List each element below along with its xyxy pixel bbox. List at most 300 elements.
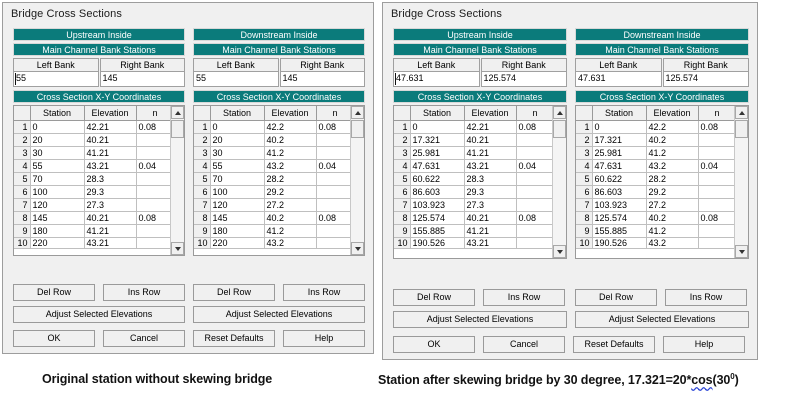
cell-elevation[interactable]: 41.21 xyxy=(84,146,136,159)
cell-index: 10 xyxy=(194,237,210,248)
table-row[interactable] xyxy=(14,120,185,133)
table-row[interactable] xyxy=(14,172,185,185)
scroll-up-arrow-icon[interactable] xyxy=(735,106,748,119)
col-index xyxy=(194,106,210,120)
del-row-button-downstream[interactable]: Del Row xyxy=(193,284,275,301)
cell-index: 3 xyxy=(394,146,410,159)
col-n: n xyxy=(698,106,736,120)
table-row[interactable] xyxy=(194,172,365,185)
cell-n[interactable]: 0.04 xyxy=(698,159,736,172)
cell-elevation[interactable]: 27.2 xyxy=(646,198,698,211)
cell-station[interactable]: 120 xyxy=(30,198,84,211)
cell-n[interactable] xyxy=(316,185,354,198)
cell-index: 5 xyxy=(14,172,30,185)
adjust-wrap-upstream xyxy=(393,311,567,328)
scroll-down-arrow-icon[interactable] xyxy=(735,245,748,258)
bank-stations-header: Main Channel Bank Stations xyxy=(13,43,185,56)
cell-n[interactable] xyxy=(698,133,736,146)
adjust-wrap-downstream xyxy=(193,306,365,323)
left-bank-label: Left Bank xyxy=(13,58,99,72)
cell-station[interactable]: 180 xyxy=(30,224,84,237)
right-bank-label: Right Bank xyxy=(663,58,750,72)
left-bank-label: Left Bank xyxy=(193,58,279,72)
cell-station[interactable]: 220 xyxy=(210,237,264,248)
table-row[interactable] xyxy=(394,198,567,211)
coords-table xyxy=(194,106,365,249)
cell-index: 6 xyxy=(576,185,592,198)
ins-row-button-upstream[interactable]: Ins Row xyxy=(483,289,565,306)
table-row[interactable] xyxy=(194,133,365,146)
cell-station[interactable]: 86.603 xyxy=(410,185,464,198)
cell-elevation[interactable]: 29.2 xyxy=(264,185,316,198)
adjust-selected-elevations-button-downstream[interactable]: Adjust Selected Elevations xyxy=(193,306,365,323)
adjust-wrap-downstream xyxy=(575,311,749,328)
cell-elevation[interactable]: 40.2 xyxy=(264,133,316,146)
cell-index: 1 xyxy=(394,120,410,133)
cell-n[interactable] xyxy=(698,237,736,248)
cross-section-grid[interactable] xyxy=(13,105,185,256)
cell-index: 2 xyxy=(576,133,592,146)
table-row[interactable] xyxy=(576,159,749,172)
cell-n[interactable] xyxy=(516,237,554,248)
cell-elevation[interactable]: 43.2 xyxy=(264,159,316,172)
cell-elevation[interactable]: 29.3 xyxy=(464,185,516,198)
cell-index: 6 xyxy=(394,185,410,198)
col-index xyxy=(394,106,410,120)
cell-index: 4 xyxy=(14,159,30,172)
cell-index: 7 xyxy=(576,198,592,211)
cell-elevation[interactable]: 42.21 xyxy=(464,120,516,133)
right-bank-label: Right Bank xyxy=(280,58,366,72)
adjust-selected-elevations-button-downstream[interactable]: Adjust Selected Elevations xyxy=(575,311,749,328)
cell-n[interactable] xyxy=(136,224,174,237)
cell-index: 8 xyxy=(14,211,30,224)
cell-n[interactable] xyxy=(698,172,736,185)
cell-station[interactable]: 30 xyxy=(210,146,264,159)
cell-index: 8 xyxy=(576,211,592,224)
table-row[interactable] xyxy=(394,120,567,133)
cell-index: 7 xyxy=(194,198,210,211)
cell-station[interactable]: 70 xyxy=(30,172,84,185)
cell-station[interactable]: 25.981 xyxy=(592,146,646,159)
cell-station[interactable]: 0 xyxy=(30,120,84,133)
cell-station[interactable]: 70 xyxy=(210,172,264,185)
table-row[interactable] xyxy=(576,133,749,146)
cell-index: 4 xyxy=(394,159,410,172)
cell-n[interactable]: 0.08 xyxy=(516,120,554,133)
table-row[interactable] xyxy=(194,146,365,159)
table-row[interactable] xyxy=(194,159,365,172)
row-actions-downstream xyxy=(193,284,365,301)
table-row[interactable] xyxy=(394,133,567,146)
bank-labels-row xyxy=(13,58,185,72)
scroll-up-arrow-icon[interactable] xyxy=(351,106,364,119)
cell-elevation[interactable]: 43.2 xyxy=(264,237,316,248)
cell-n[interactable] xyxy=(316,133,354,146)
cell-station[interactable]: 55 xyxy=(30,159,84,172)
right-bank-input[interactable]: 125.574 xyxy=(481,72,568,87)
cell-station[interactable]: 100 xyxy=(30,185,84,198)
cell-elevation[interactable]: 40.21 xyxy=(464,133,516,146)
cell-elevation[interactable]: 29.2 xyxy=(646,185,698,198)
caption-skewed xyxy=(378,372,739,387)
cell-station[interactable]: 190.526 xyxy=(410,237,464,248)
cell-n[interactable] xyxy=(698,198,736,211)
right-bank-input[interactable]: 145 xyxy=(100,72,186,87)
panel-header-downstream: Downstream Inside xyxy=(575,28,749,41)
cell-elevation[interactable]: 43.2 xyxy=(646,237,698,248)
cell-n[interactable]: 0.08 xyxy=(316,120,354,133)
cell-elevation[interactable]: 41.2 xyxy=(264,224,316,237)
table-row[interactable] xyxy=(194,198,365,211)
scrollbar-thumb[interactable] xyxy=(735,120,748,138)
cell-n[interactable] xyxy=(316,237,354,248)
table-row[interactable] xyxy=(394,185,567,198)
cell-index: 9 xyxy=(576,224,592,237)
cell-station[interactable]: 190.526 xyxy=(592,237,646,248)
left-bank-input[interactable]: 47.631 xyxy=(575,72,662,87)
col-elevation: Elevation xyxy=(264,106,316,120)
ok-button[interactable]: OK xyxy=(13,330,95,347)
cell-n[interactable] xyxy=(136,133,174,146)
table-row[interactable] xyxy=(14,146,185,159)
cell-elevation[interactable]: 42.21 xyxy=(84,120,136,133)
adjust-selected-elevations-button-upstream[interactable]: Adjust Selected Elevations xyxy=(13,306,185,323)
cell-station[interactable]: 47.631 xyxy=(592,159,646,172)
cell-n[interactable] xyxy=(316,224,354,237)
row-actions-downstream xyxy=(575,289,747,306)
table-row[interactable] xyxy=(14,237,185,248)
cell-n[interactable]: 0.08 xyxy=(698,120,736,133)
cell-station[interactable]: 103.923 xyxy=(592,198,646,211)
scroll-down-arrow-icon[interactable] xyxy=(171,242,184,255)
coords-table xyxy=(394,106,567,249)
cell-index: 5 xyxy=(194,172,210,185)
cell-station[interactable]: 155.885 xyxy=(592,224,646,237)
cell-station[interactable]: 103.923 xyxy=(410,198,464,211)
cell-n[interactable] xyxy=(316,172,354,185)
ins-row-button-upstream[interactable]: Ins Row xyxy=(103,284,185,301)
right-bank-label: Right Bank xyxy=(100,58,186,72)
cell-n[interactable] xyxy=(136,198,174,211)
cell-station[interactable]: 155.885 xyxy=(410,224,464,237)
coords-table xyxy=(14,106,185,249)
cell-index: 9 xyxy=(394,224,410,237)
cell-station[interactable]: 60.622 xyxy=(410,172,464,185)
cell-station[interactable]: 20 xyxy=(210,133,264,146)
grid-scrollbar[interactable] xyxy=(734,106,748,258)
scroll-up-arrow-icon[interactable] xyxy=(553,106,566,119)
cell-n[interactable] xyxy=(316,146,354,159)
cell-n[interactable] xyxy=(136,146,174,159)
cell-elevation[interactable]: 42.2 xyxy=(646,120,698,133)
cell-elevation[interactable]: 28.3 xyxy=(464,172,516,185)
left-bank-input[interactable]: 55 xyxy=(193,72,279,87)
cell-n[interactable] xyxy=(516,146,554,159)
scroll-up-arrow-icon[interactable] xyxy=(171,106,184,119)
table-row[interactable] xyxy=(576,237,749,248)
table-row[interactable] xyxy=(394,146,567,159)
bridge-cross-sections-dialog-skewed xyxy=(382,2,758,360)
del-row-button-upstream[interactable]: Del Row xyxy=(393,289,475,306)
cell-elevation[interactable]: 28.2 xyxy=(264,172,316,185)
cell-elevation[interactable]: 27.3 xyxy=(464,198,516,211)
cell-station[interactable]: 180 xyxy=(210,224,264,237)
table-row[interactable] xyxy=(194,211,365,224)
cell-n[interactable]: 0.08 xyxy=(136,120,174,133)
table-header-row xyxy=(576,106,749,120)
cell-index: 2 xyxy=(14,133,30,146)
dialog-title: Bridge Cross Sections xyxy=(391,8,502,20)
cell-elevation[interactable]: 41.2 xyxy=(646,146,698,159)
cross-section-grid[interactable] xyxy=(575,105,749,259)
cell-station[interactable]: 100 xyxy=(210,185,264,198)
row-actions-upstream xyxy=(13,284,185,301)
cell-elevation[interactable]: 41.2 xyxy=(264,146,316,159)
cell-station[interactable]: 125.574 xyxy=(410,211,464,224)
cell-station[interactable]: 17.321 xyxy=(410,133,464,146)
cell-station[interactable]: 125.574 xyxy=(592,211,646,224)
cell-index: 6 xyxy=(14,185,30,198)
cell-elevation[interactable]: 43.21 xyxy=(84,237,136,248)
grid-scrollbar[interactable] xyxy=(170,106,184,255)
cell-elevation[interactable]: 41.21 xyxy=(464,224,516,237)
cell-index: 10 xyxy=(394,237,410,248)
caption-skewed-degree-sup: 0 xyxy=(730,372,735,381)
cancel-button[interactable]: Cancel xyxy=(103,330,185,347)
cell-index: 7 xyxy=(14,198,30,211)
bank-values-row xyxy=(575,72,749,87)
adjust-selected-elevations-button-upstream[interactable]: Adjust Selected Elevations xyxy=(393,311,567,328)
cell-index: 10 xyxy=(14,237,30,248)
table-row[interactable] xyxy=(576,120,749,133)
col-station: Station xyxy=(210,106,264,120)
ok-button[interactable]: OK xyxy=(393,336,475,353)
table-header-row xyxy=(14,106,185,120)
cell-station[interactable]: 17.321 xyxy=(592,133,646,146)
cell-station[interactable]: 145 xyxy=(30,211,84,224)
caption-skewed-part3: ) xyxy=(734,373,739,388)
cell-station[interactable]: 86.603 xyxy=(592,185,646,198)
table-row[interactable] xyxy=(576,198,749,211)
table-row[interactable] xyxy=(14,133,185,146)
cell-station[interactable]: 25.981 xyxy=(410,146,464,159)
table-header-row xyxy=(394,106,567,120)
bank-stations-header: Main Channel Bank Stations xyxy=(193,43,365,56)
cell-station[interactable]: 0 xyxy=(592,120,646,133)
cell-n[interactable]: 0.08 xyxy=(316,211,354,224)
cell-station[interactable]: 0 xyxy=(410,120,464,133)
table-row[interactable] xyxy=(14,211,185,224)
right-bank-input[interactable]: 145 xyxy=(280,72,366,87)
bank-labels-row xyxy=(393,58,567,72)
cell-n[interactable]: 0.04 xyxy=(316,159,354,172)
panel-header-upstream: Upstream Inside xyxy=(13,28,185,41)
cell-n[interactable] xyxy=(516,172,554,185)
cell-elevation[interactable]: 29.3 xyxy=(84,185,136,198)
cell-elevation[interactable]: 40.2 xyxy=(264,211,316,224)
cell-index: 8 xyxy=(194,211,210,224)
cell-elevation[interactable]: 40.21 xyxy=(84,211,136,224)
left-bank-label: Left Bank xyxy=(575,58,662,72)
del-row-button-upstream[interactable]: Del Row xyxy=(13,284,95,301)
cell-index: 1 xyxy=(14,120,30,133)
cell-elevation[interactable]: 43.21 xyxy=(464,237,516,248)
cell-elevation[interactable]: 40.21 xyxy=(84,133,136,146)
col-index xyxy=(576,106,592,120)
cell-station[interactable]: 120 xyxy=(210,198,264,211)
cell-elevation[interactable]: 43.2 xyxy=(646,159,698,172)
cell-n[interactable]: 0.08 xyxy=(698,211,736,224)
bank-stations-header: Main Channel Bank Stations xyxy=(393,43,567,56)
col-station: Station xyxy=(30,106,84,120)
cell-elevation[interactable]: 27.2 xyxy=(264,198,316,211)
cross-section-grid[interactable] xyxy=(393,105,567,259)
cell-n[interactable]: 0.08 xyxy=(516,211,554,224)
table-row[interactable] xyxy=(194,120,365,133)
reset-defaults-button[interactable]: Reset Defaults xyxy=(573,336,655,353)
text-caret xyxy=(15,73,16,85)
table-row[interactable] xyxy=(394,211,567,224)
cell-n[interactable] xyxy=(136,185,174,198)
table-row[interactable] xyxy=(394,172,567,185)
cell-station[interactable]: 47.631 xyxy=(410,159,464,172)
cell-index: 4 xyxy=(576,159,592,172)
table-row[interactable] xyxy=(394,159,567,172)
cell-n[interactable] xyxy=(516,224,554,237)
col-index xyxy=(14,106,30,120)
ins-row-button-downstream[interactable]: Ins Row xyxy=(283,284,365,301)
cell-n[interactable] xyxy=(136,172,174,185)
cell-n[interactable] xyxy=(516,198,554,211)
reset-defaults-button[interactable]: Reset Defaults xyxy=(193,330,275,347)
right-bank-input[interactable]: 125.574 xyxy=(663,72,750,87)
cell-elevation[interactable]: 28.2 xyxy=(646,172,698,185)
grid-scrollbar[interactable] xyxy=(350,106,364,255)
coords-header: Cross Section X-Y Coordinates xyxy=(13,90,185,103)
table-row[interactable] xyxy=(576,224,749,237)
cell-elevation[interactable]: 40.2 xyxy=(646,133,698,146)
col-station: Station xyxy=(410,106,464,120)
table-row[interactable] xyxy=(576,172,749,185)
table-row[interactable] xyxy=(14,198,185,211)
cell-station[interactable]: 220 xyxy=(30,237,84,248)
cell-station[interactable]: 145 xyxy=(210,211,264,224)
scroll-down-arrow-icon[interactable] xyxy=(351,242,364,255)
cell-n[interactable]: 0.04 xyxy=(136,159,174,172)
cell-index: 9 xyxy=(194,224,210,237)
cell-elevation[interactable]: 28.3 xyxy=(84,172,136,185)
col-station: Station xyxy=(592,106,646,120)
bank-values-row xyxy=(13,72,185,87)
caption-skewed-cos: cos xyxy=(691,373,713,388)
grid-scrollbar[interactable] xyxy=(552,106,566,258)
cell-n[interactable] xyxy=(516,133,554,146)
cell-index: 6 xyxy=(194,185,210,198)
cell-n[interactable]: 0.04 xyxy=(516,159,554,172)
table-row[interactable] xyxy=(194,224,365,237)
dialog-title: Bridge Cross Sections xyxy=(11,8,122,20)
cell-n[interactable] xyxy=(698,185,736,198)
cell-elevation[interactable]: 40.2 xyxy=(646,211,698,224)
scrollbar-thumb[interactable] xyxy=(171,120,184,138)
cell-n[interactable] xyxy=(516,185,554,198)
table-row[interactable] xyxy=(576,146,749,159)
scroll-down-arrow-icon[interactable] xyxy=(553,245,566,258)
cell-station[interactable]: 20 xyxy=(30,133,84,146)
col-n: n xyxy=(316,106,354,120)
table-row[interactable] xyxy=(194,237,365,248)
cell-index: 2 xyxy=(394,133,410,146)
row-actions-upstream xyxy=(393,289,565,306)
cell-index: 9 xyxy=(14,224,30,237)
table-body xyxy=(194,120,365,248)
col-elevation: Elevation xyxy=(464,106,516,120)
right-bank-label: Right Bank xyxy=(481,58,568,72)
cell-n[interactable] xyxy=(698,224,736,237)
scrollbar-thumb[interactable] xyxy=(351,120,364,138)
table-row[interactable] xyxy=(576,185,749,198)
cancel-button[interactable]: Cancel xyxy=(483,336,565,353)
table-row[interactable] xyxy=(14,159,185,172)
table-row[interactable] xyxy=(14,185,185,198)
left-bank-input[interactable]: 47.631 xyxy=(393,72,480,87)
help-button[interactable]: Help xyxy=(283,330,365,347)
cell-elevation[interactable]: 42.2 xyxy=(264,120,316,133)
del-row-button-downstream[interactable]: Del Row xyxy=(575,289,657,306)
cell-index: 5 xyxy=(394,172,410,185)
cell-index: 5 xyxy=(576,172,592,185)
cell-n[interactable] xyxy=(316,198,354,211)
cell-elevation[interactable]: 41.2 xyxy=(646,224,698,237)
text-caret xyxy=(395,73,396,85)
left-bank-input[interactable]: 55 xyxy=(13,72,99,87)
cell-elevation[interactable]: 41.21 xyxy=(464,146,516,159)
cell-station[interactable]: 30 xyxy=(30,146,84,159)
table-body xyxy=(394,120,567,248)
cell-elevation[interactable]: 40.21 xyxy=(464,211,516,224)
table-row[interactable] xyxy=(394,237,567,248)
cell-station[interactable]: 55 xyxy=(210,159,264,172)
dialog-footer-buttons xyxy=(393,336,745,353)
cell-n[interactable] xyxy=(136,237,174,248)
table-row[interactable] xyxy=(576,211,749,224)
cell-elevation[interactable]: 43.21 xyxy=(464,159,516,172)
cell-n[interactable]: 0.08 xyxy=(136,211,174,224)
cell-index: 7 xyxy=(394,198,410,211)
help-button[interactable]: Help xyxy=(663,336,745,353)
cell-index: 3 xyxy=(576,146,592,159)
coords-table xyxy=(576,106,749,249)
cell-n[interactable] xyxy=(698,146,736,159)
table-row[interactable] xyxy=(194,185,365,198)
bank-stations-header: Main Channel Bank Stations xyxy=(575,43,749,56)
ins-row-button-downstream[interactable]: Ins Row xyxy=(665,289,747,306)
cell-index: 8 xyxy=(394,211,410,224)
table-row[interactable] xyxy=(14,224,185,237)
cell-station[interactable]: 60.622 xyxy=(592,172,646,185)
panel-header-upstream: Upstream Inside xyxy=(393,28,567,41)
cell-elevation[interactable]: 41.21 xyxy=(84,224,136,237)
caption-original: Original station without skewing bridge xyxy=(42,372,273,386)
col-elevation: Elevation xyxy=(84,106,136,120)
table-row[interactable] xyxy=(394,224,567,237)
scrollbar-thumb[interactable] xyxy=(553,120,566,138)
cell-station[interactable]: 0 xyxy=(210,120,264,133)
cell-elevation[interactable]: 27.3 xyxy=(84,198,136,211)
cell-elevation[interactable]: 43.21 xyxy=(84,159,136,172)
cross-section-grid[interactable] xyxy=(193,105,365,256)
